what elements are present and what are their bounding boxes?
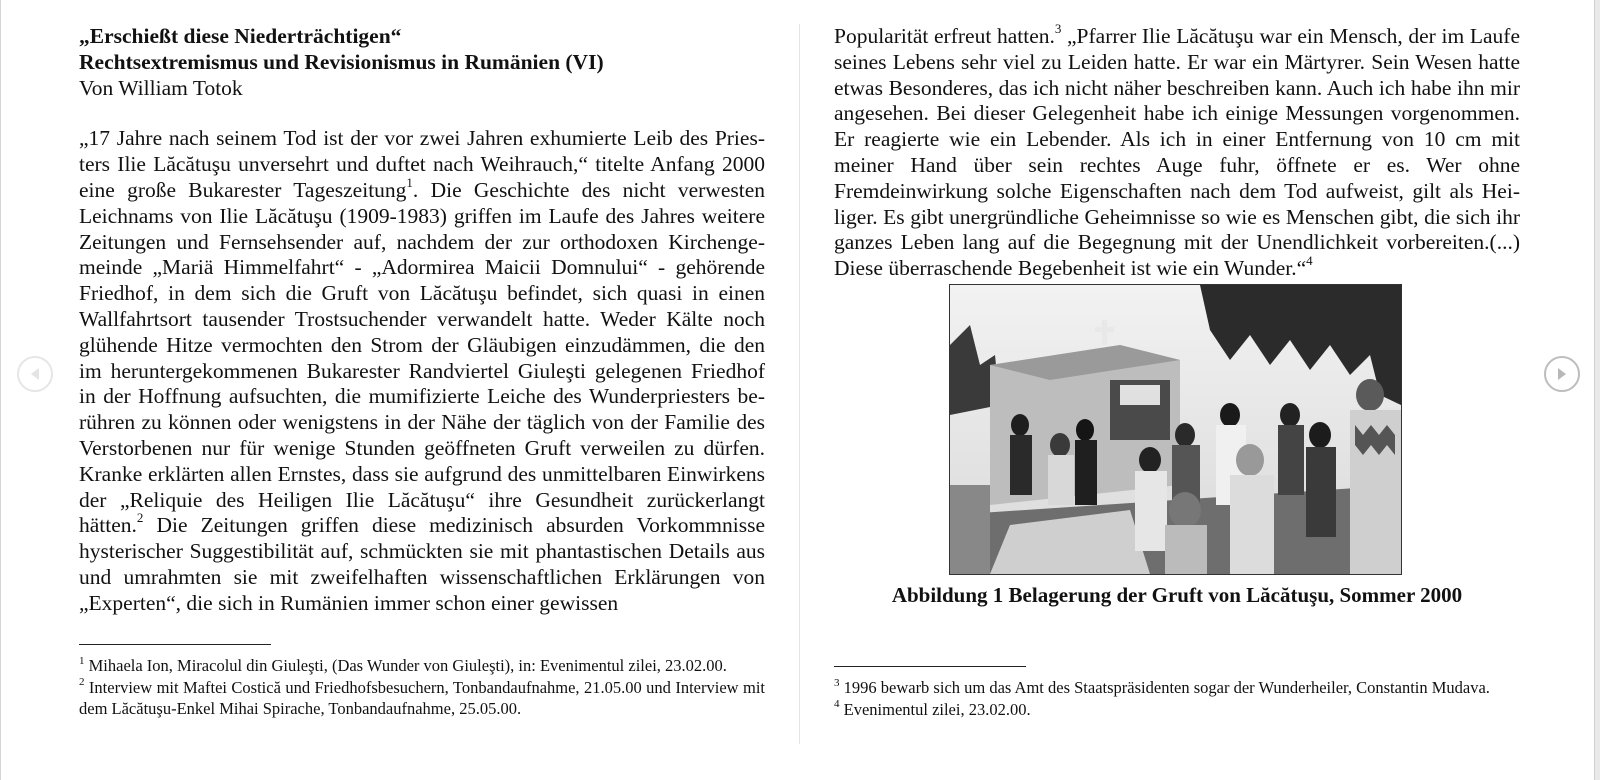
footnote bbox=[79, 655, 765, 677]
footnote-text: Interview mit Maftei Costică und Friedhofsbesuchern, Tonbandaufnahme, 21.05.00 und Interview mit dem Lăcătuşu-Enkel Mihai Spirache, Tonbandaufnahme, 25.05.00. bbox=[79, 677, 765, 718]
next-page-button[interactable] bbox=[1544, 356, 1580, 392]
body-text: „17 Jahre nach seinem Tod ist der vor zwei Jahren exhumierte Leib des Priesters Ilie Lăcătuşu unversehrt und duftet nach Weihrauch,“ titelte Anfang 2000 eine große Bukarester Tageszeitung bbox=[79, 126, 765, 202]
body-paragraph bbox=[834, 20, 1520, 282]
footnote-reference: 2 bbox=[136, 510, 144, 526]
crypt-photograph bbox=[949, 284, 1402, 575]
body-text: Die Zeitungen griffen diese medizinisch absurden Vorkommnisse hysterischer Suggestibilität auf, schmückten sie mit phantastischen Details aus und umrahmten sie mit zweifelhaften wissenschaftlichen Erklärungen von „Experten“, die sich in Rumänien immer schon einer gewissen bbox=[79, 513, 765, 615]
left-footnotes bbox=[79, 644, 765, 720]
previous-page-button[interactable] bbox=[17, 356, 53, 392]
footnote-separator bbox=[834, 666, 1026, 667]
body-text: Popularität erfreut hatten. bbox=[834, 24, 1055, 48]
footnote-number: 4 bbox=[834, 698, 840, 710]
footnote bbox=[79, 677, 765, 720]
article-subtitle: Rechtsextremismus und Revisionismus in Rumänien (VI) bbox=[79, 49, 604, 74]
body-text: „Pfarrer Ilie Lăcătuşu war ein Mensch, der im Laufe seines Lebens sehr viel zu Leiden hatte. Er war ein Märtyrer. Sein Wesen hatte etwas Besonderes, das ich nicht näher beschreiben kann. Auch ich habe ihn mir angesehen. Bei dieser Gelegenheit habe ich einige Messungen vorgenommen. Er reagierte wie ein Lebender. Als ich in einer Entfernung von 10 cm mit meiner Hand über sein rechtes Auge fuhr, öffnete er es. Wer ohne Fremdeinwirkung solche Eigenschaften nach dem Tod aufweist, gilt als Heiliger. Es gibt unergründliche Geheimnisse so wie es Menschen gibt, die sich ihr ganzes Leben lang auf die Begegnung mit der Unendlichkeit vorbereiten.(...) Diese überraschende Begebenheit ist wie ein Wunder.“ bbox=[834, 24, 1520, 281]
right-page bbox=[834, 20, 1520, 609]
footnote bbox=[834, 699, 1520, 721]
article-author: Von William Totok bbox=[79, 75, 243, 100]
footnote-number: 1 bbox=[79, 654, 85, 667]
footnote-number: 3 bbox=[834, 676, 840, 689]
footnote-reference: 3 bbox=[1054, 20, 1062, 36]
article-title: „Erschießt diese Niederträchtigen“ bbox=[79, 24, 402, 48]
chevron-left-icon bbox=[28, 366, 42, 382]
footnote-text: Evenimentul zilei, 23.02.00. bbox=[839, 699, 1031, 719]
footnote bbox=[834, 677, 1520, 699]
chevron-right-icon bbox=[1555, 366, 1569, 382]
body-text: . Die Geschichte des nicht verwesten Leichnams von Ilie Lăcătuşu (1909-1983) griffen im Laufe des Jahres weitere Zeitungen und Fernsehsender auf, nachdem der zur orthodoxen Kirchengemeinde „Mariä Himmelfahrt“ - „Adormirea Maicii Domnului“ - gehörende Friedhof, in dem sich die Gruft von Lăcătuşu befindet, sich quasi in einen Wallfahrtsort tausender Trostsuchender verwandelt hatte. Weder Kälte noch glühende Hitze vermochten den Strom der Gläubigen einzudämmen, die den im heruntergekommenen Bukarester Randviertel Giuleşti gelegenen Friedhof in der Hoffnung aufsuchten, die mumifizierte Leiche des Wunderpriesters berühren zu können oder wenigstens in der Nähe der täglich von der Familie des Verstorbenen nur für wenige Stunden geöffneten Gruft verweilen zu dürfen. Kranke erklärten allen Ernstes, dass sie aufgrund des unmittelbaren Einwirkens der „Reliquie des Heiligen Ilie Lăcătuşu“ ihre Gesundheit zurückerlangt hätten. bbox=[79, 177, 765, 538]
footnote-separator bbox=[79, 644, 271, 645]
photo-illustration bbox=[950, 285, 1401, 574]
footnote-reference: 1 bbox=[406, 174, 413, 190]
footnote-reference: 4 bbox=[1306, 253, 1313, 269]
viewer-right-border bbox=[1594, 0, 1600, 780]
footnote-text: Mihaela Ion, Miracolul din Giuleşti, (Das Wunder von Giuleşti), in: Evenimentul zilei, 23.02.00. bbox=[84, 656, 727, 675]
figure-caption: Abbildung 1 Belagerung der Gruft von Lăcătuşu, Sommer 2000 bbox=[891, 582, 1463, 607]
left-page bbox=[79, 24, 765, 617]
footnote-text: 1996 bewarb sich um das Amt des Staatspräsidenten sogar der Wunderheiler, Constantin Mudava. bbox=[839, 678, 1490, 697]
body-paragraph bbox=[79, 126, 765, 616]
viewer-left-border bbox=[0, 0, 1, 780]
right-footnotes bbox=[834, 666, 1520, 720]
page-divider bbox=[799, 24, 800, 744]
footnote-number: 2 bbox=[79, 676, 85, 688]
